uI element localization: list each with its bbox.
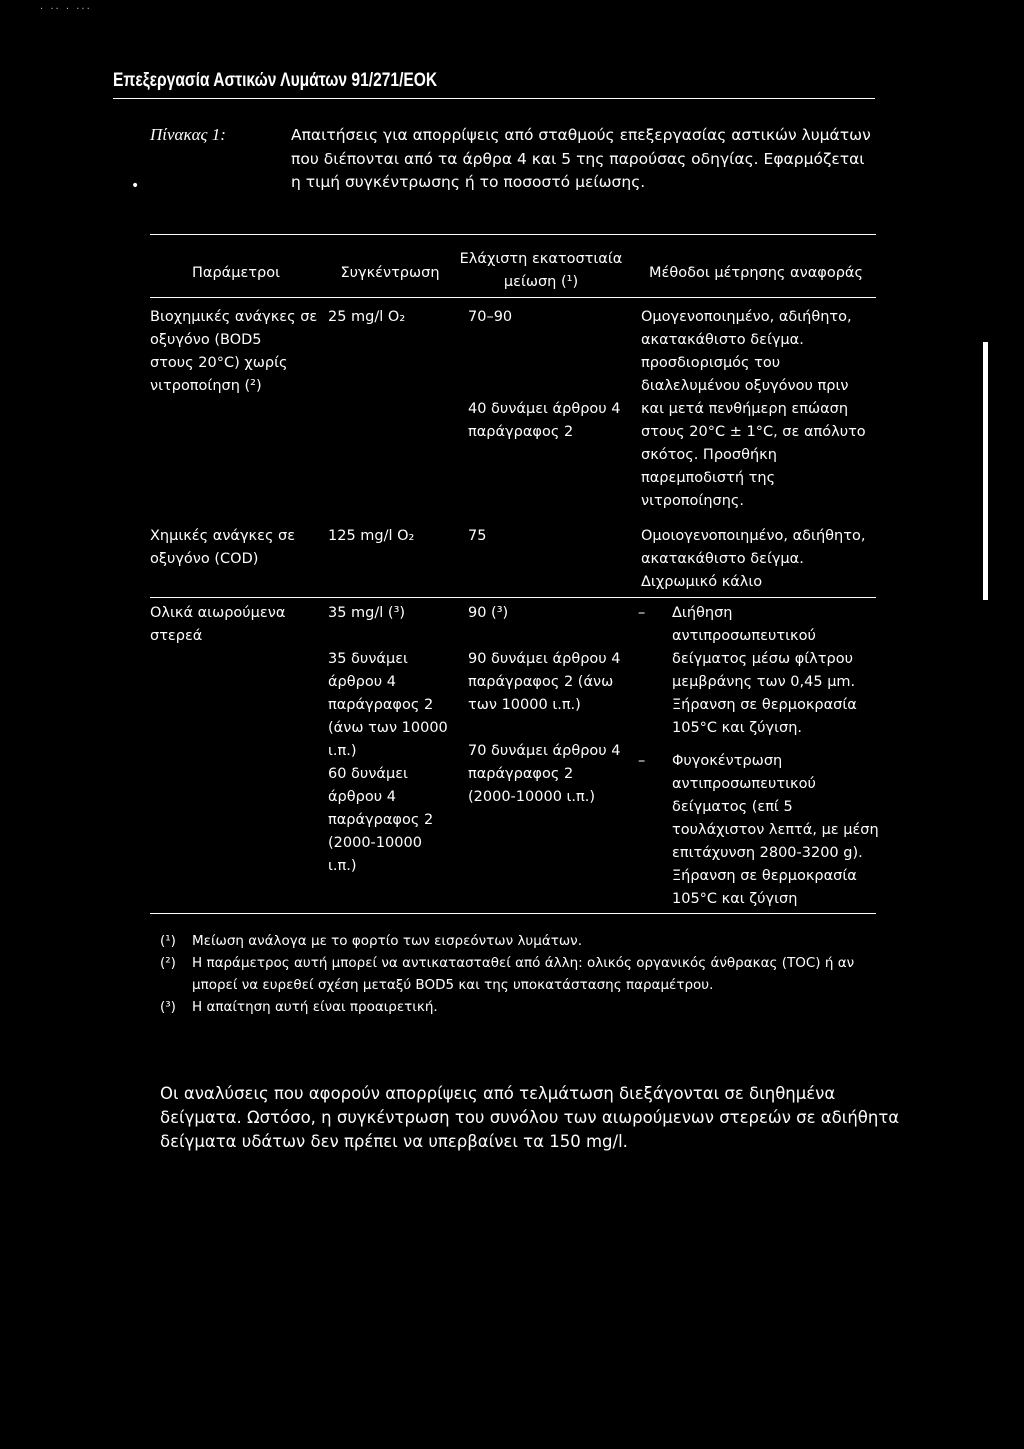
cell-line: των 10000 ι.π.): [468, 697, 581, 713]
footnote: [160, 930, 890, 952]
col-header-parameters: Παράμετροι: [192, 265, 280, 281]
cell-line: ι.π.): [328, 858, 357, 874]
table-footnotes: [160, 930, 890, 1018]
margin-change-bar: [983, 342, 988, 600]
row-tss-concentration: 35 mg/l (³): [328, 605, 406, 621]
cell-line: Διχρωμικό κάλιο: [641, 574, 763, 590]
closing-paragraph: Οι αναλύσεις που αφορούν απορρίψεις από τελμάτωση διεξάγονται σε διηθημένα δείγματα. Ωστόσο, η συγκέντρωση του συνόλου των αιωρούμενων στερεών σε αδιήθητα δείγματα υδάτων δεν πρέπει να υπερβαίνει τα 150 mg/l.: [160, 1084, 900, 1151]
cell-line: ακατακάθιστο δείγμα.: [641, 551, 804, 567]
cell-line: οξυγόνο (BOD5: [150, 332, 262, 348]
cell-line: Ολικά αιωρούμενα: [150, 605, 286, 621]
row-tss-method-filtration: [638, 602, 892, 740]
table-caption-label: Πίνακας 1:: [150, 125, 226, 144]
row-cod-reduction: 75: [468, 528, 487, 544]
col-header-min-reduction-line: μείωση (¹): [503, 274, 579, 290]
cell-line: Ξήρανση σε θερμοκρασία: [672, 697, 857, 713]
cell-line: 105°C και ζύγιση.: [672, 720, 803, 736]
footnote-number: (³): [160, 999, 176, 1015]
col-header-concentration: Συγκέντρωση: [340, 265, 440, 281]
cell-line: επιτάχυνση 2800-3200 g).: [672, 845, 863, 861]
cell-line: τουλάχιστον λεπτά, με μέση: [672, 822, 879, 838]
cell-line: 105°C και ζύγιση: [672, 891, 798, 907]
cell-line: προσδιορισμός του: [641, 355, 781, 371]
row-bod-reduction-art4: [468, 398, 628, 444]
caption-line: η τιμή συγκέντρωσης ή το ποσοστό μείωσης.: [291, 173, 646, 191]
cell-line: δείγματος μέσω φίλτρου: [672, 651, 853, 667]
footnote-number: (¹): [160, 933, 176, 949]
col-header-min-reduction-line: Ελάχιστη εκατοστιαία: [459, 251, 623, 267]
cell-line: 40 δυνάμει άρθρου 4: [468, 401, 621, 417]
row-divider: [150, 597, 876, 598]
cell-line: παράγραφος 2: [328, 812, 434, 828]
footnote: [160, 996, 890, 1018]
list-dash: –: [638, 753, 646, 769]
cell-line: Ομογενοποιημένο, αδιήθητο,: [641, 309, 852, 325]
cell-line: παράγραφος 2: [328, 697, 434, 713]
row-cod-parameter: [150, 525, 325, 571]
cell-line: Φυγοκέντρωση: [672, 753, 783, 769]
cell-line: Ομοιογενοποιημένο, αδιήθητο,: [641, 528, 866, 544]
table-top-rule: [150, 234, 876, 235]
cell-line: 90 δυνάμει άρθρου 4: [468, 651, 621, 667]
cell-line: Ξήρανση σε θερμοκρασία: [672, 868, 857, 884]
cell-line: άρθρου 4: [328, 789, 396, 805]
caption-line: Απαιτήσεις για απορρίψεις από σταθμούς επεξεργασίας αστικών λυμάτων: [291, 126, 871, 144]
col-header-min-reduction: [456, 248, 626, 294]
row-bod-reduction: 70–90: [468, 309, 513, 325]
row-cod-concentration: 125 mg/l O₂: [328, 528, 415, 544]
cell-line: οξυγόνο (COD): [150, 551, 259, 567]
cell-line: μεμβράνης των 0,45 μm.: [672, 674, 856, 690]
cell-line: σκότος. Προσθήκη: [641, 447, 777, 463]
scan-marks: · ·· · ···: [40, 4, 92, 15]
page-title: Επεξεργασία Αστικών Λυμάτων 91/271/ΕΟΚ: [113, 70, 438, 91]
caption-line: που διέπονται από τα άρθρα 4 και 5 της παρούσας οδηγίας. Εφαρμόζεται: [291, 149, 865, 168]
table-bottom-rule: [150, 913, 876, 914]
row-tss-reduction-2000-10000: [468, 740, 628, 809]
header-bottom-rule: [150, 297, 876, 298]
row-tss-reduction-over-10000: [468, 648, 628, 717]
cell-line: Χημικές ανάγκες σε: [150, 528, 296, 544]
row-tss-reduction: 90 (³): [468, 605, 509, 621]
cell-line: διαλελυμένου οξυγόνου πριν: [641, 378, 849, 394]
cell-line: νιτροποίησης.: [641, 493, 745, 509]
cell-line: νιτροποίηση (²): [150, 378, 262, 394]
cell-line: παράγραφος 2: [468, 766, 574, 782]
requirements-table: [150, 0, 879, 1449]
cell-line: 35 δυνάμει: [328, 651, 408, 667]
cell-line: ακατακάθιστο δείγμα.: [641, 332, 804, 348]
row-bod-method: [641, 306, 886, 513]
footnote-text: Η απαίτηση αυτή είναι προαιρετική.: [192, 999, 438, 1015]
cell-line: και μετά πενθήμερη επώαση: [641, 401, 849, 417]
row-tss-concentration-art4: [328, 648, 458, 878]
row-tss-parameter: [150, 602, 325, 648]
cell-line: παρεμποδιστή της: [641, 470, 776, 486]
cell-line: δείγματος (επί 5: [672, 799, 793, 815]
cell-line: στους 20°C ± 1°C, σε απόλυτο: [641, 424, 866, 440]
row-tss-method-centrifugation: [638, 750, 892, 911]
cell-line: αντιπροσωπευτικού: [672, 628, 816, 644]
col-header-method: Μέθοδοι μέτρησης αναφοράς: [649, 265, 863, 281]
cell-line: στους 20°C) χωρίς: [150, 355, 288, 371]
cell-line: (άνω των 10000: [328, 720, 448, 736]
cell-line: παράγραφος 2 (άνω: [468, 674, 614, 690]
cell-line: Βιοχημικές ανάγκες σε: [150, 309, 318, 325]
row-cod-method: [641, 525, 886, 594]
footnote: [160, 952, 890, 996]
footnote-number: (²): [160, 955, 176, 971]
cell-line: άρθρου 4: [328, 674, 396, 690]
cell-line: στερεά: [150, 628, 203, 644]
cell-line: (2000-10000 ι.π.): [468, 789, 596, 805]
cell-line: ι.π.): [328, 743, 357, 759]
cell-line: αντιπροσωπευτικού: [672, 776, 816, 792]
cell-line: 70 δυνάμει άρθρου 4: [468, 743, 621, 759]
list-dash: –: [638, 605, 646, 621]
cell-line: παράγραφος 2: [468, 424, 574, 440]
footnote-text: Μείωση ανάλογα με το φορτίο των εισρεόντων λυμάτων.: [192, 933, 582, 949]
row-bod-concentration: 25 mg/l O₂: [328, 309, 406, 325]
margin-mark: •: [131, 178, 140, 194]
cell-line: Διήθηση: [672, 605, 733, 621]
cell-line: 60 δυνάμει: [328, 766, 408, 782]
row-bod-parameter: [150, 306, 325, 398]
cell-line: (2000-10000: [328, 835, 422, 851]
footnote-text: Η παράμετρος αυτή μπορεί να αντικατασταθεί από άλλη: ολικός οργανικός άνθρακας (TOC) ή αν μπορεί να ευρεθεί σχέση μεταξύ BOD5 και της υποκατάστασης παραμέτρου.: [192, 955, 855, 993]
